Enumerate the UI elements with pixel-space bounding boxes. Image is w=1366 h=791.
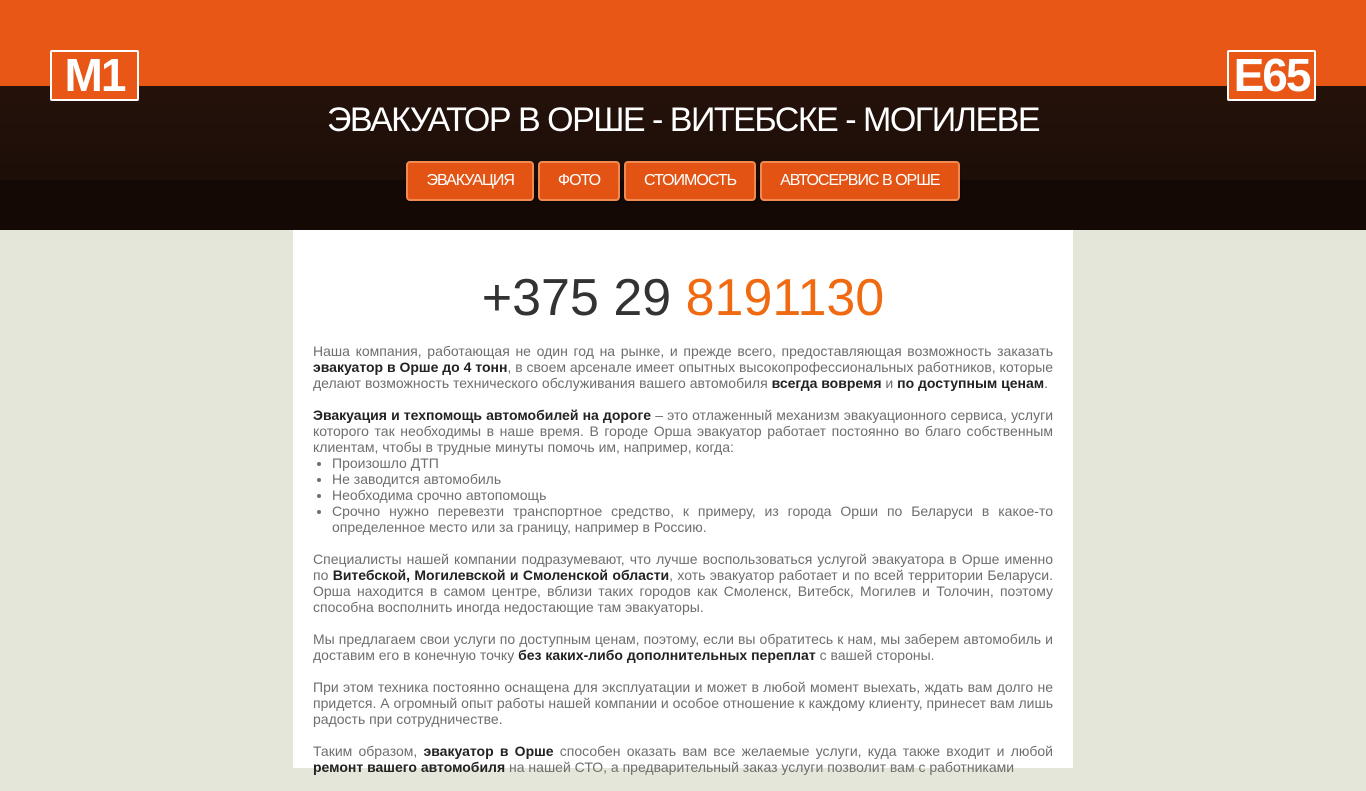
road-sign-e65-logo: Е65 [1227,50,1316,101]
paragraph-evacuation [313,407,1053,455]
site-title: ЭВАКУАТОР В ОРШЕ - ВИТЕБСКЕ - МОГИЛЕВЕ [326,101,1040,139]
bold-text: ремонт вашего автомобиля [313,759,506,775]
bold-text: эвакуатор в Орше [423,743,554,759]
phone-number [0,268,1366,328]
text: на нашей СТО, а предварительный заказ услуги позволит вам с работниками [505,759,1015,775]
text: и [881,375,898,391]
text: . [1044,375,1049,391]
text: , хоть эвакуатор работает и по всей территории Беларуси. Орша находится в самом центре, вблизи таких городов как Смоленск, Витебск, Могилев и Толочин, поэтому способна восполнить иногда недостающие там эвакуаторы. [313,567,1053,615]
text: Таким образом, [313,743,424,759]
text: способен оказать вам все желаемые услуги, куда также входит и любой [553,743,1054,759]
bold-text: без каких-либо дополнительных переплат [518,647,816,663]
bold-text: эвакуатор в Орше до 4 тонн [313,359,508,375]
bold-text: Эвакуация и техпомощь автомобилей на дороге [313,407,652,423]
nav-photo[interactable]: ФОТО [538,161,620,201]
header-orange-band [0,0,1366,86]
text: , в своем арсенале имеет опытных высокопрофессиональных работников, которые делают возможность технического обслуживания вашего автомобиля [313,359,1053,391]
main-nav [0,161,1366,201]
paragraph-intro [313,343,1053,391]
road-sign-m1-logo: М1 [50,50,139,101]
phone-prefix: +375 29 [481,269,672,327]
phone-main-number: 8191130 [685,269,885,327]
nav-autoservice[interactable]: АВТОСЕРВИС В ОРШЕ [760,161,959,201]
paragraph-equipment: При этом техника постоянно оснащена для эксплуатации и может в любой момент выехать, ждать вам долго не придется. А огромный опыт работы нашей компании и особое отношение к каждому клиенту, принесет вам лишь радость при сотрудничестве. [313,679,1053,727]
nav-evacuation[interactable]: ЭВАКУАЦИЯ [406,161,533,201]
list-item: • Необходима срочно автопомощь [332,487,1053,503]
bold-text: Витебской, Могилевской и Смоленской области [332,567,670,583]
list-item: • Не заводится автомобиль [332,471,1053,487]
text: Наша компания, работающая не один год на рынке, и прежде всего, предоставляющая возможность заказать [313,343,1053,359]
nav-price[interactable]: СТОИМОСТЬ [624,161,756,201]
bold-text: по доступным ценам [897,375,1045,391]
paragraph-regions [313,551,1053,615]
article-text [313,343,1053,791]
text: – это отлаженный механизм эвакуационного сервиса, услуги которого так необходимы в наше время. В городе Орша эвакуатор работает постоянно во благо собственным клиентам, чтобы в трудные минуты помочь им, например, когда: [313,407,1054,455]
list-item: • Произошло ДТП [332,455,1053,471]
paragraph-summary [313,743,1053,775]
site-header [0,0,1366,230]
list-item: • Срочно нужно перевезти транспортное средство, к примеру, из города Орши по Беларуси в какое-то определенное место или за границу, например в Россию. [332,503,1053,535]
situations-list [313,455,1053,535]
text: с вашей стороны. [815,647,935,663]
paragraph-prices [313,631,1053,663]
text: Специалисты нашей компании подразумевают, что лучше воспользоваться услугой эвакуатора в Орше именно по [313,551,1053,583]
text: Мы предлагаем свои услуги по доступным ценам, поэтому, если вы обратитесь к нам, мы заберем автомобиль и доставим его в конечную точку [313,631,1053,663]
bold-text: всегда вовремя [771,375,882,391]
